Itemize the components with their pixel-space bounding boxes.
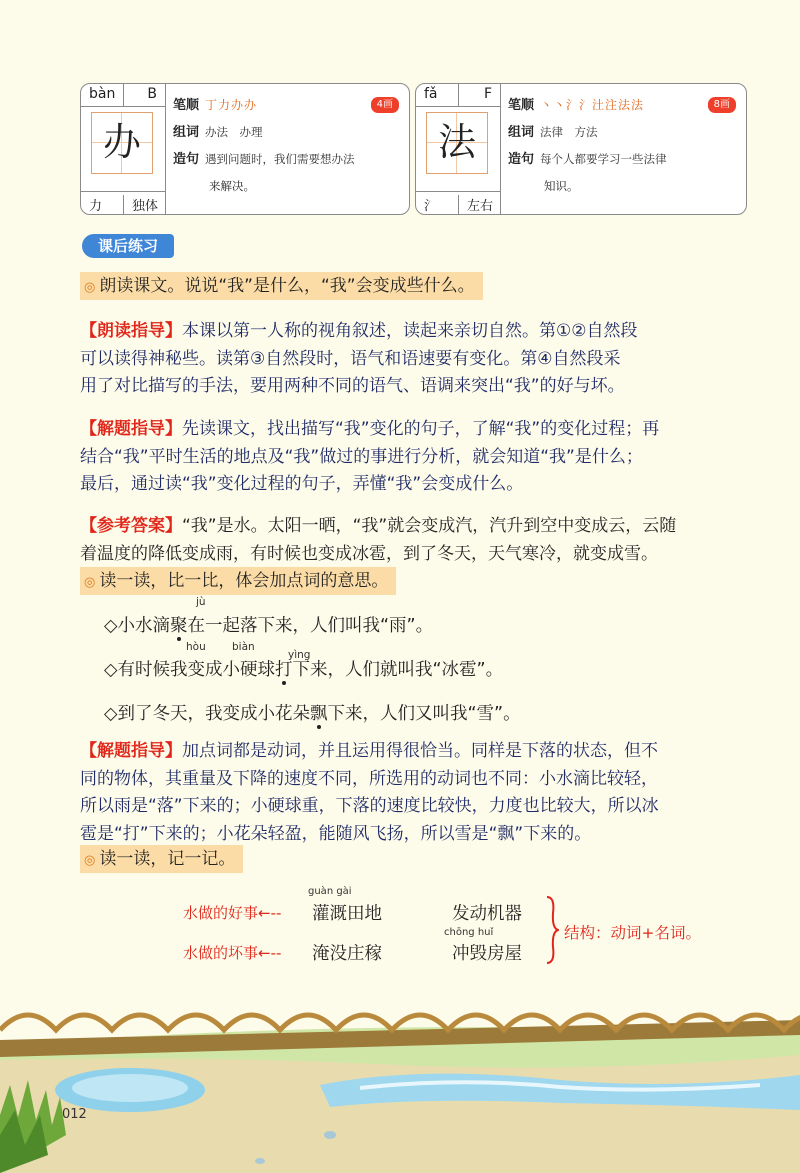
- pinyin-row: [416, 84, 500, 107]
- sentence-2: hòu biàn yìng ◇有时候我变成小硬球打下来，人们就叫我“冰雹”。: [104, 641, 504, 680]
- character: 办: [102, 120, 141, 164]
- tian-grid: [91, 112, 153, 174]
- stroke-order-row: 笔顺 丁力办办 4画: [173, 92, 401, 119]
- words: 法律 方法: [540, 125, 598, 139]
- dotted-word: 飘: [309, 704, 328, 724]
- radical: 氵: [424, 199, 438, 214]
- sentence-cont: 知识。: [544, 179, 579, 193]
- pinyin-row: [81, 84, 165, 107]
- character-box: [81, 84, 166, 214]
- good-deeds-label: 水做的好事←--: [183, 904, 282, 922]
- bad-deeds-label: 水做的坏事←--: [183, 944, 282, 962]
- sentence-3: ◇到了冬天，我变成小花朵飘下来，人们又叫我“雪”。: [104, 704, 521, 724]
- pinyin-ju: jù: [196, 596, 206, 608]
- index-letter: B: [147, 86, 157, 102]
- bottom-scene-illustration: [0, 985, 800, 1173]
- pinyin-hou: hòu: [186, 641, 206, 653]
- stroke-count-badge: 4画: [371, 97, 399, 113]
- brace-icon: [545, 895, 559, 965]
- stroke-order-row: 笔顺 丶丶氵氵汢注法法 8画: [508, 92, 738, 119]
- good-word-1: 灌溉田地: [312, 904, 382, 924]
- pinyin-bian: biàn: [232, 641, 255, 653]
- character-card-fa: [415, 83, 747, 215]
- question-2: ◎ 读一读，比一比，体会加点词的意思。: [80, 567, 396, 595]
- pinyin: fǎ: [424, 86, 438, 102]
- question-1: ◎ 朗读课文。说说“我”是什么，“我”会变成些什么。: [80, 272, 483, 300]
- words-row: 组词 法律 方法: [508, 125, 598, 140]
- solve-guide-1: 【解题指导】先读课文，找出描写“我”变化的句子，了解“我”的变化过程；再 结合“我”平时生活的地点及“我”做过的事进行分析，就会知道“我”是什么； 最后，通过读“我”变化过程的句子，弄懂“我”会变成什么。: [80, 419, 660, 494]
- pinyin-chonghui: chōng huǐ: [444, 927, 494, 938]
- stroke-count-badge: 8画: [708, 97, 736, 113]
- sentence-1: jù ◇小水滴聚在一起落下来，人们叫我“雨”。: [104, 596, 434, 636]
- structure-note: 结构：动词+名词。: [564, 924, 701, 942]
- question-3: ◎ 读一读，记一记。: [80, 845, 243, 873]
- reading-guide: 【朗读指导】本课以第一人称的视角叙述，读起来亲切自然。第①②自然段 可以读得神秘些。读第③自然段时，语气和语速要有变化。第④自然段采 用了对比描写的手法，要用两种不同的语气、语调来突出“我”的好与坏。: [80, 321, 638, 396]
- stroke-order: 丁力办办: [205, 98, 258, 112]
- reference-answer: 【参考答案】“我”是水。太阳一晒，“我”就会变成汽，汽升到空中变成云，云随 着温度的降低变成雨，有时候也变成冰雹，到了冬天，天气寒冷，就变成雪。: [80, 516, 677, 564]
- bullet-icon: ◎: [84, 280, 96, 295]
- pinyin-ying: yìng: [288, 649, 311, 661]
- dotted-word: 聚: [169, 616, 188, 636]
- radical-row: [416, 191, 500, 214]
- card-details: [508, 92, 738, 199]
- pinyin-guangai: guàn gài: [308, 886, 352, 897]
- character-box: [416, 84, 501, 214]
- character: 法: [437, 120, 476, 164]
- character-card-ban: [80, 83, 410, 215]
- tian-grid: [426, 112, 488, 174]
- radical: 力: [89, 199, 103, 214]
- words: 办法 办理: [205, 125, 263, 139]
- bad-word-2: 冲毁房屋: [452, 944, 522, 964]
- words-row: 组词 办法 办理: [173, 125, 263, 140]
- stroke-order: 丶丶氵氵汢注法法: [540, 98, 645, 112]
- sentence: 遇到问题时，我们需要想办法: [205, 152, 355, 166]
- solve-guide-2: 【解题指导】加点词都是动词，并且运用得很恰当。同样是下落的状态，但不 同的物体，其重量及下降的速度不同，所选用的动词也不同：小水滴比较轻， 所以雨是“落”下来的；小硬球重，下落的速度比较快，力度也比较大，所以冰 雹是“打”下来的；小花朵轻盈，能随风飞扬，所以雪是“飘”下来的。: [80, 741, 659, 844]
- index-letter: F: [483, 86, 492, 102]
- sentence-row: 造句 遇到问题时，我们需要想办法: [173, 152, 355, 167]
- bad-word-1: 淹没庄稼: [312, 944, 382, 964]
- structure: 独体: [123, 195, 166, 214]
- section-tag: 课后练习: [82, 234, 174, 258]
- card-details: [173, 92, 401, 199]
- structure: 左右: [458, 195, 501, 214]
- radical-row: [81, 191, 165, 214]
- page-number: 012: [62, 1107, 87, 1122]
- bullet-icon: ◎: [84, 853, 96, 868]
- good-word-2: 发动机器: [452, 904, 522, 924]
- dotted-word: 打: [274, 660, 293, 680]
- pinyin: bàn: [89, 86, 116, 102]
- bullet-icon: ◎: [84, 575, 96, 590]
- sentence-cont: 来解决。: [209, 179, 255, 193]
- sentence-row: 造句 每个人都要学习一些法律: [508, 152, 667, 167]
- sentence: 每个人都要学习一些法律: [540, 152, 667, 166]
